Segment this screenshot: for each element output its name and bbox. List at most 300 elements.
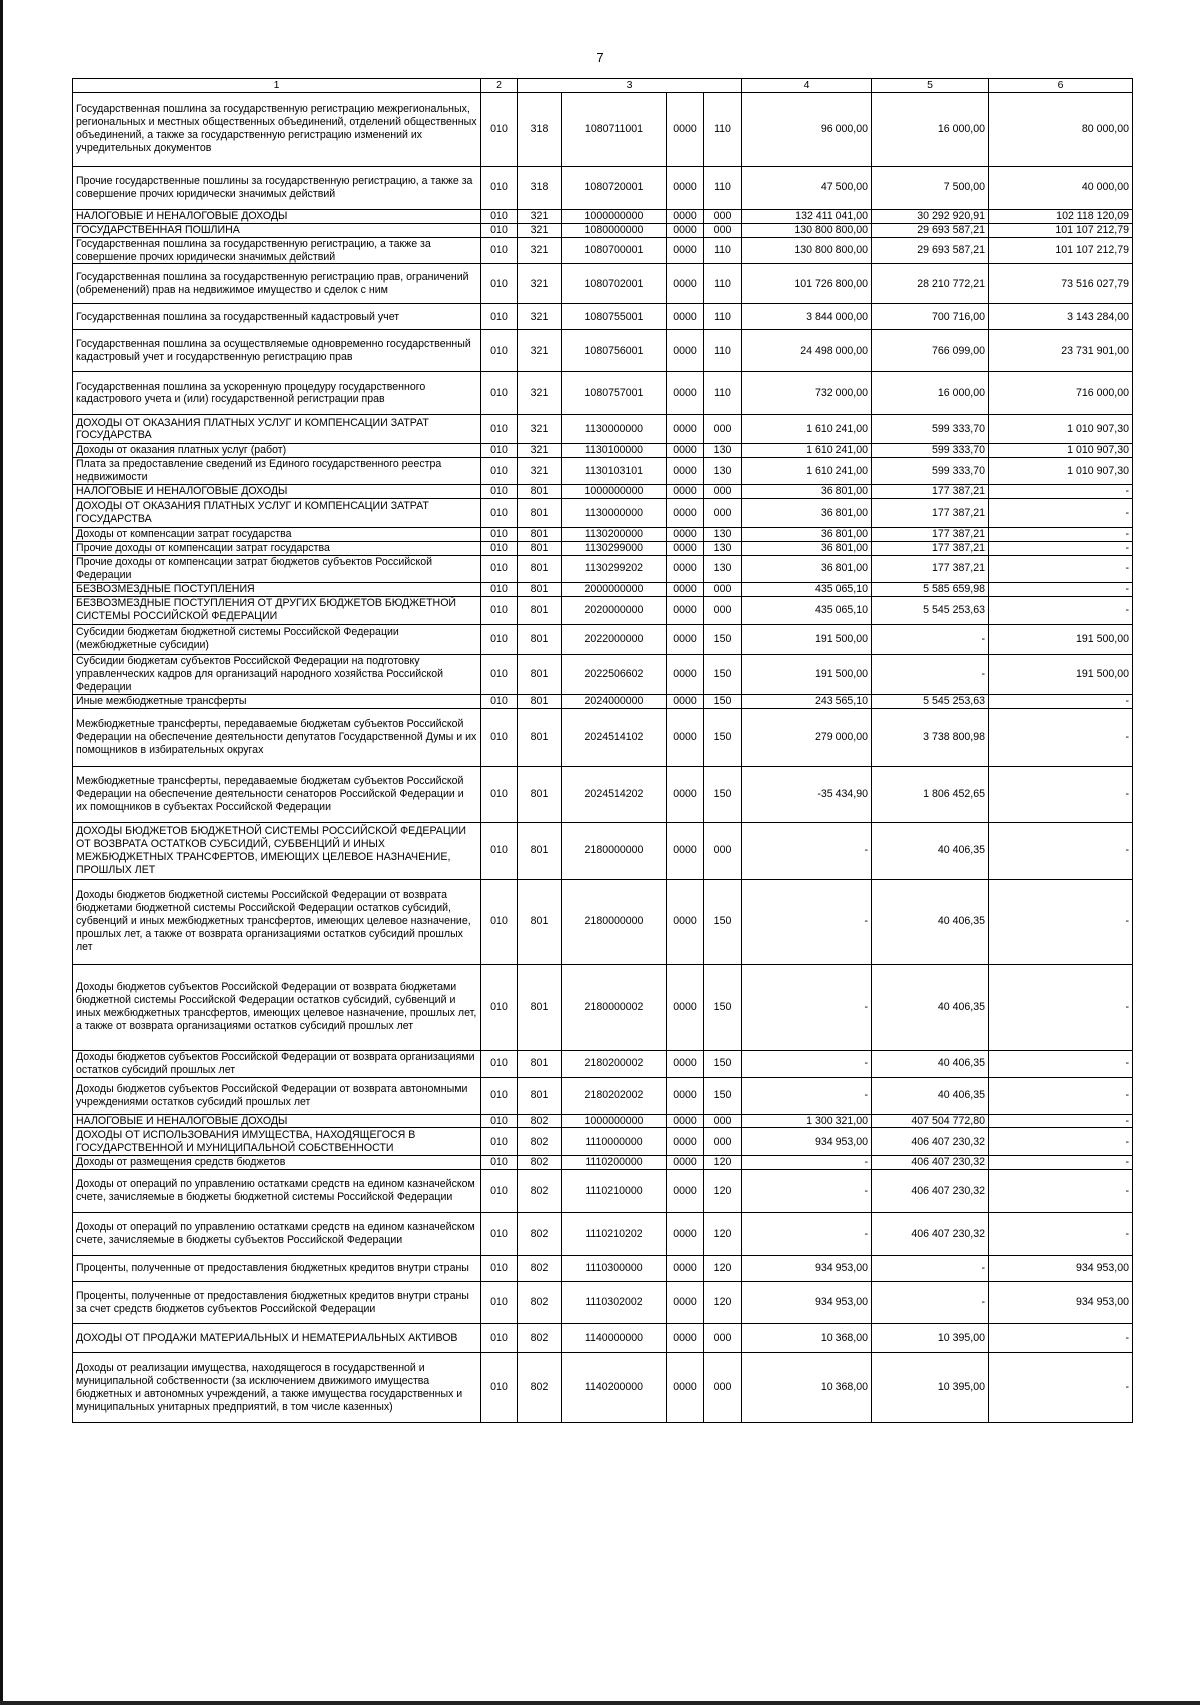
code-kosgu: 150: [704, 654, 742, 694]
value-col4: 130 800 800,00: [742, 237, 872, 264]
code-program: 0000: [667, 1170, 704, 1213]
value-col5: 599 333,70: [872, 458, 989, 485]
value-col5: 5 545 253,63: [872, 596, 989, 624]
code-kosgu: 120: [704, 1170, 742, 1213]
value-col6: -: [989, 556, 1133, 583]
code-revenue: 2024000000: [562, 694, 667, 708]
code-revenue: 1140200000: [562, 1353, 667, 1423]
code-revenue: 1080755001: [562, 304, 667, 330]
code-col1: 010: [481, 330, 518, 372]
table-row: [73, 1282, 1133, 1324]
value-col6: 1 010 907,30: [989, 458, 1133, 485]
code-program: 0000: [667, 1282, 704, 1324]
code-kosgu: 000: [704, 415, 742, 444]
code-revenue: 1080756001: [562, 330, 667, 372]
value-col5: 3 738 800,98: [872, 708, 989, 766]
code-kosgu: 110: [704, 372, 742, 415]
value-col6: 1 010 907,30: [989, 415, 1133, 444]
table-row: [73, 1156, 1133, 1170]
code-program: 0000: [667, 237, 704, 264]
value-col4: 36 801,00: [742, 556, 872, 583]
code-admin: 801: [518, 528, 562, 542]
code-admin: 802: [518, 1213, 562, 1256]
value-col5: 177 387,21: [872, 542, 989, 556]
row-name: Проценты, полученные от предоставления бюджетных кредитов внутри страны за счет средств бюджетов субъектов Российской Федерации: [73, 1282, 481, 1324]
code-admin: 802: [518, 1256, 562, 1282]
table-row: [73, 1324, 1133, 1353]
code-revenue: 2024514202: [562, 766, 667, 822]
value-col4: 24 498 000,00: [742, 330, 872, 372]
table-row: [73, 1170, 1133, 1213]
code-kosgu: 000: [704, 596, 742, 624]
table-row: [73, 1128, 1133, 1156]
value-col6: -: [989, 1170, 1133, 1213]
value-col4: 435 065,10: [742, 596, 872, 624]
value-col5: 30 292 920,91: [872, 209, 989, 223]
value-col5: 406 407 230,32: [872, 1156, 989, 1170]
row-name: Государственная пошлина за государственную регистрацию прав, ограничений (обременений) прав на недвижимое имущество и сделок с ним: [73, 264, 481, 304]
value-col6: -: [989, 1050, 1133, 1077]
code-col1: 010: [481, 528, 518, 542]
code-col1: 010: [481, 372, 518, 415]
row-name: Доходы от реализации имущества, находящегося в государственной и муниципальной собственности (за исключением движимого имущества бюджетных и автономных учреждений, а также имущества государственных и муниципальных унитарных предприятий, в том числе казенных): [73, 1353, 481, 1423]
code-admin: 801: [518, 708, 562, 766]
code-admin: 321: [518, 458, 562, 485]
code-kosgu: 110: [704, 92, 742, 166]
code-kosgu: 150: [704, 708, 742, 766]
code-revenue: 2180202002: [562, 1077, 667, 1114]
code-col1: 010: [481, 1256, 518, 1282]
code-kosgu: 150: [704, 964, 742, 1050]
value-col4: 96 000,00: [742, 92, 872, 166]
code-col1: 010: [481, 1282, 518, 1324]
value-col5: 28 210 772,21: [872, 264, 989, 304]
code-program: 0000: [667, 556, 704, 583]
value-col6: 23 731 901,00: [989, 330, 1133, 372]
code-program: 0000: [667, 1114, 704, 1128]
value-col6: 73 516 027,79: [989, 264, 1133, 304]
code-admin: 801: [518, 766, 562, 822]
code-col1: 010: [481, 1050, 518, 1077]
row-name: Государственная пошлина за государственную регистрацию межрегиональных, региональных и местных общественных объединений, отделений общественных объединений, а также за государственную регистрацию изменений их учредительных документов: [73, 92, 481, 166]
code-col1: 010: [481, 708, 518, 766]
code-admin: 321: [518, 223, 562, 237]
value-col5: 7 500,00: [872, 166, 989, 209]
code-col1: 010: [481, 1128, 518, 1156]
table-row: [73, 879, 1133, 964]
code-admin: 321: [518, 237, 562, 264]
value-col4: 279 000,00: [742, 708, 872, 766]
code-col1: 010: [481, 596, 518, 624]
code-col1: 010: [481, 166, 518, 209]
row-name: НАЛОГОВЫЕ И НЕНАЛОГОВЫЕ ДОХОДЫ: [73, 209, 481, 223]
code-revenue: 1110210000: [562, 1170, 667, 1213]
value-col4: -: [742, 1156, 872, 1170]
table-row: [73, 1256, 1133, 1282]
code-revenue: 1080720001: [562, 166, 667, 209]
code-program: 0000: [667, 499, 704, 528]
value-col6: -: [989, 879, 1133, 964]
code-revenue: 1080757001: [562, 372, 667, 415]
value-col5: 29 693 587,21: [872, 237, 989, 264]
value-col6: -: [989, 822, 1133, 879]
value-col4: -: [742, 879, 872, 964]
revenue-report-table: [72, 78, 1133, 1423]
row-name: ДОХОДЫ ОТ ОКАЗАНИЯ ПЛАТНЫХ УСЛУГ И КОМПЕНСАЦИИ ЗАТРАТ ГОСУДАРСТВА: [73, 415, 481, 444]
code-admin: 802: [518, 1282, 562, 1324]
row-name: Доходы от компенсации затрат государства: [73, 528, 481, 542]
code-program: 0000: [667, 1077, 704, 1114]
value-col6: 101 107 212,79: [989, 223, 1133, 237]
code-col1: 010: [481, 766, 518, 822]
table-row: [73, 166, 1133, 209]
value-col5: 5 585 659,98: [872, 582, 989, 596]
code-admin: 801: [518, 596, 562, 624]
row-name: Плата за предоставление сведений из Единого государственного реестра недвижимости: [73, 458, 481, 485]
code-col1: 010: [481, 964, 518, 1050]
code-admin: 802: [518, 1114, 562, 1128]
value-col6: -: [989, 1213, 1133, 1256]
value-col6: -: [989, 1128, 1133, 1156]
table-row: [73, 1114, 1133, 1128]
value-col6: -: [989, 582, 1133, 596]
value-col4: 1 610 241,00: [742, 444, 872, 458]
value-col6: -: [989, 766, 1133, 822]
scan-left-edge: [0, 0, 3, 1705]
row-name: ГОСУДАРСТВЕННАЯ ПОШЛИНА: [73, 223, 481, 237]
code-revenue: 1110300000: [562, 1256, 667, 1282]
value-col6: -: [989, 485, 1133, 499]
value-col4: 435 065,10: [742, 582, 872, 596]
code-revenue: 1110302002: [562, 1282, 667, 1324]
value-col4: 1 300 321,00: [742, 1114, 872, 1128]
value-col4: 10 368,00: [742, 1353, 872, 1423]
code-program: 0000: [667, 542, 704, 556]
table-row: [73, 542, 1133, 556]
value-col6: -: [989, 1353, 1133, 1423]
code-admin: 802: [518, 1324, 562, 1353]
code-admin: 318: [518, 166, 562, 209]
table-row: [73, 1050, 1133, 1077]
value-col5: 5 545 253,63: [872, 694, 989, 708]
code-program: 0000: [667, 822, 704, 879]
code-revenue: 1130200000: [562, 528, 667, 542]
row-name: Государственная пошлина за осуществляемые одновременно государственный кадастровый учет и государственную регистрацию прав: [73, 330, 481, 372]
table-row: [73, 92, 1133, 166]
value-col4: 191 500,00: [742, 624, 872, 654]
row-name: Прочие государственные пошлины за государственную регистрацию, а также за совершение прочих юридически значимых действий: [73, 166, 481, 209]
code-admin: 801: [518, 542, 562, 556]
value-col6: -: [989, 1114, 1133, 1128]
value-col5: 700 716,00: [872, 304, 989, 330]
value-col4: 934 953,00: [742, 1256, 872, 1282]
code-revenue: 2022506602: [562, 654, 667, 694]
value-col5: 766 099,00: [872, 330, 989, 372]
scan-bottom-edge: [0, 1701, 1200, 1705]
code-admin: 801: [518, 1077, 562, 1114]
code-col1: 010: [481, 624, 518, 654]
code-kosgu: 110: [704, 330, 742, 372]
value-col6: 3 143 284,00: [989, 304, 1133, 330]
code-program: 0000: [667, 458, 704, 485]
value-col6: 191 500,00: [989, 654, 1133, 694]
code-admin: 801: [518, 556, 562, 583]
value-col6: -: [989, 596, 1133, 624]
page-number: 7: [596, 50, 604, 65]
table-row: [73, 1077, 1133, 1114]
code-revenue: 1000000000: [562, 485, 667, 499]
row-name: ДОХОДЫ ОТ ИСПОЛЬЗОВАНИЯ ИМУЩЕСТВА, НАХОДЯЩЕГОСЯ В ГОСУДАРСТВЕННОЙ И МУНИЦИПАЛЬНОЙ СОБСТВЕННОСТИ: [73, 1128, 481, 1156]
value-col6: -: [989, 708, 1133, 766]
row-name: Проценты, полученные от предоставления бюджетных кредитов внутри страны: [73, 1256, 481, 1282]
table-row: [73, 1353, 1133, 1423]
value-col4: 47 500,00: [742, 166, 872, 209]
code-kosgu: 110: [704, 264, 742, 304]
row-name: Государственная пошлина за ускоренную процедуру государственного кадастрового учета и (или) государственной регистрации прав: [73, 372, 481, 415]
code-program: 0000: [667, 1353, 704, 1423]
value-col5: 40 406,35: [872, 1077, 989, 1114]
code-revenue: 1130299000: [562, 542, 667, 556]
row-name: НАЛОГОВЫЕ И НЕНАЛОГОВЫЕ ДОХОДЫ: [73, 485, 481, 499]
code-program: 0000: [667, 1128, 704, 1156]
value-col4: 732 000,00: [742, 372, 872, 415]
value-col5: 10 395,00: [872, 1324, 989, 1353]
code-col1: 010: [481, 822, 518, 879]
code-admin: 801: [518, 654, 562, 694]
code-kosgu: 120: [704, 1256, 742, 1282]
code-admin: 801: [518, 582, 562, 596]
column-header: 5: [872, 79, 989, 93]
code-program: 0000: [667, 1156, 704, 1170]
row-name: Прочие доходы от компенсации затрат государства: [73, 542, 481, 556]
row-name: Доходы бюджетов субъектов Российской Федерации от возврата организациями остатков субсидий прошлых лет: [73, 1050, 481, 1077]
code-program: 0000: [667, 528, 704, 542]
code-col1: 010: [481, 444, 518, 458]
code-program: 0000: [667, 582, 704, 596]
row-name: Межбюджетные трансферты, передаваемые бюджетам субъектов Российской Федерации на обеспечение деятельности сенаторов Российской Федерации и их помощников в субъектах Российской Федерации: [73, 766, 481, 822]
row-name: БЕЗВОЗМЕЗДНЫЕ ПОСТУПЛЕНИЯ: [73, 582, 481, 596]
code-admin: 802: [518, 1353, 562, 1423]
code-program: 0000: [667, 264, 704, 304]
code-kosgu: 150: [704, 694, 742, 708]
code-kosgu: 110: [704, 237, 742, 264]
table-row: [73, 485, 1133, 499]
value-col4: 132 411 041,00: [742, 209, 872, 223]
value-col5: 599 333,70: [872, 444, 989, 458]
value-col5: 29 693 587,21: [872, 223, 989, 237]
code-program: 0000: [667, 166, 704, 209]
value-col4: 36 801,00: [742, 542, 872, 556]
value-col6: -: [989, 528, 1133, 542]
code-col1: 010: [481, 1114, 518, 1128]
code-admin: 321: [518, 372, 562, 415]
value-col5: -: [872, 654, 989, 694]
code-program: 0000: [667, 209, 704, 223]
code-col1: 010: [481, 542, 518, 556]
value-col5: 177 387,21: [872, 485, 989, 499]
code-revenue: 1110210202: [562, 1213, 667, 1256]
code-admin: 802: [518, 1156, 562, 1170]
code-admin: 802: [518, 1128, 562, 1156]
code-admin: 801: [518, 499, 562, 528]
code-revenue: 1110200000: [562, 1156, 667, 1170]
table-row: [73, 582, 1133, 596]
table-row: [73, 528, 1133, 542]
value-col6: -: [989, 499, 1133, 528]
value-col5: 177 387,21: [872, 556, 989, 583]
code-col1: 010: [481, 458, 518, 485]
row-name: Субсидии бюджетам бюджетной системы Российской Федерации (межбюджетные субсидии): [73, 624, 481, 654]
code-program: 0000: [667, 330, 704, 372]
value-col5: 599 333,70: [872, 415, 989, 444]
code-revenue: 1080711001: [562, 92, 667, 166]
code-program: 0000: [667, 964, 704, 1050]
code-revenue: 2000000000: [562, 582, 667, 596]
value-col5: 16 000,00: [872, 92, 989, 166]
code-admin: 321: [518, 444, 562, 458]
value-col5: 177 387,21: [872, 528, 989, 542]
table-row: [73, 654, 1133, 694]
value-col4: -: [742, 822, 872, 879]
table-row: [73, 304, 1133, 330]
table-row: [73, 766, 1133, 822]
code-kosgu: 110: [704, 304, 742, 330]
row-name: Прочие доходы от компенсации затрат бюджетов субъектов Российской Федерации: [73, 556, 481, 583]
code-kosgu: 000: [704, 822, 742, 879]
table-row: [73, 415, 1133, 444]
table-row: [73, 499, 1133, 528]
code-admin: 318: [518, 92, 562, 166]
value-col4: 36 801,00: [742, 485, 872, 499]
table-row: [73, 964, 1133, 1050]
code-program: 0000: [667, 766, 704, 822]
code-revenue: 1130299202: [562, 556, 667, 583]
code-revenue: 1130100000: [562, 444, 667, 458]
table-row: [73, 624, 1133, 654]
code-revenue: 2022000000: [562, 624, 667, 654]
row-name: НАЛОГОВЫЕ И НЕНАЛОГОВЫЕ ДОХОДЫ: [73, 1114, 481, 1128]
value-col6: -: [989, 964, 1133, 1050]
value-col4: 10 368,00: [742, 1324, 872, 1353]
code-revenue: 1140000000: [562, 1324, 667, 1353]
code-program: 0000: [667, 444, 704, 458]
table-row: [73, 330, 1133, 372]
value-col4: -: [742, 1077, 872, 1114]
code-admin: 801: [518, 485, 562, 499]
code-kosgu: 130: [704, 528, 742, 542]
value-col6: 101 107 212,79: [989, 237, 1133, 264]
code-program: 0000: [667, 1050, 704, 1077]
value-col6: -: [989, 1324, 1133, 1353]
value-col4: 36 801,00: [742, 499, 872, 528]
table-row: [73, 694, 1133, 708]
code-revenue: 2180000002: [562, 964, 667, 1050]
code-revenue: 1080700001: [562, 237, 667, 264]
value-col4: 3 844 000,00: [742, 304, 872, 330]
code-kosgu: 000: [704, 582, 742, 596]
row-name: Доходы от размещения средств бюджетов: [73, 1156, 481, 1170]
value-col6: -: [989, 542, 1133, 556]
code-col1: 010: [481, 694, 518, 708]
code-program: 0000: [667, 415, 704, 444]
code-kosgu: 150: [704, 624, 742, 654]
column-header: 6: [989, 79, 1133, 93]
code-kosgu: 000: [704, 485, 742, 499]
row-name: Субсидии бюджетам субъектов Российской Федерации на подготовку управленческих кадров для организаций народного хозяйства Российской Федерации: [73, 654, 481, 694]
row-name: Межбюджетные трансферты, передаваемые бюджетам субъектов Российской Федерации на обеспечение деятельности депутатов Государственной Думы и их помощников в избирательных округах: [73, 708, 481, 766]
table-row: [73, 264, 1133, 304]
code-kosgu: 000: [704, 1353, 742, 1423]
code-kosgu: 130: [704, 444, 742, 458]
value-col4: 934 953,00: [742, 1282, 872, 1324]
code-kosgu: 000: [704, 223, 742, 237]
code-kosgu: 130: [704, 458, 742, 485]
table-row: [73, 223, 1133, 237]
value-col5: 40 406,35: [872, 964, 989, 1050]
value-col5: -: [872, 1256, 989, 1282]
value-col4: 1 610 241,00: [742, 458, 872, 485]
value-col6: -: [989, 1077, 1133, 1114]
table-row: [73, 444, 1133, 458]
value-col4: 243 565,10: [742, 694, 872, 708]
value-col6: 80 000,00: [989, 92, 1133, 166]
code-admin: 321: [518, 330, 562, 372]
code-program: 0000: [667, 879, 704, 964]
code-kosgu: 120: [704, 1213, 742, 1256]
value-col4: 101 726 800,00: [742, 264, 872, 304]
code-admin: 801: [518, 1050, 562, 1077]
value-col5: 406 407 230,32: [872, 1213, 989, 1256]
code-program: 0000: [667, 1324, 704, 1353]
code-revenue: 2024514102: [562, 708, 667, 766]
value-col5: 10 395,00: [872, 1353, 989, 1423]
value-col4: -: [742, 1170, 872, 1213]
value-col5: 177 387,21: [872, 499, 989, 528]
table-row: [73, 556, 1133, 583]
code-col1: 010: [481, 654, 518, 694]
code-col1: 010: [481, 264, 518, 304]
code-kosgu: 150: [704, 1050, 742, 1077]
row-name: Доходы от операций по управлению остатками средств на едином казначейском счете, зачисляемые в бюджеты бюджетной системы Российской Федерации: [73, 1170, 481, 1213]
code-kosgu: 150: [704, 766, 742, 822]
code-revenue: 1000000000: [562, 1114, 667, 1128]
value-col6: -: [989, 1156, 1133, 1170]
table-row: [73, 458, 1133, 485]
value-col4: -35 434,90: [742, 766, 872, 822]
row-name: Государственная пошлина за государственную регистрацию, а также за совершение прочих юридически значимых действий: [73, 237, 481, 264]
code-col1: 010: [481, 223, 518, 237]
code-kosgu: 110: [704, 166, 742, 209]
code-kosgu: 000: [704, 1128, 742, 1156]
table-row: [73, 822, 1133, 879]
code-revenue: 1130000000: [562, 415, 667, 444]
code-col1: 010: [481, 415, 518, 444]
code-kosgu: 000: [704, 1324, 742, 1353]
value-col4: 934 953,00: [742, 1128, 872, 1156]
code-admin: 321: [518, 264, 562, 304]
column-header: 1: [73, 79, 481, 93]
code-col1: 010: [481, 1213, 518, 1256]
code-revenue: 2180000000: [562, 822, 667, 879]
code-col1: 010: [481, 237, 518, 264]
code-col1: 010: [481, 209, 518, 223]
code-program: 0000: [667, 372, 704, 415]
value-col5: 16 000,00: [872, 372, 989, 415]
code-program: 0000: [667, 596, 704, 624]
row-name: Доходы бюджетов субъектов Российской Федерации от возврата автономными учреждениями остатков субсидий прошлых лет: [73, 1077, 481, 1114]
code-admin: 321: [518, 209, 562, 223]
column-header: 3: [518, 79, 742, 93]
